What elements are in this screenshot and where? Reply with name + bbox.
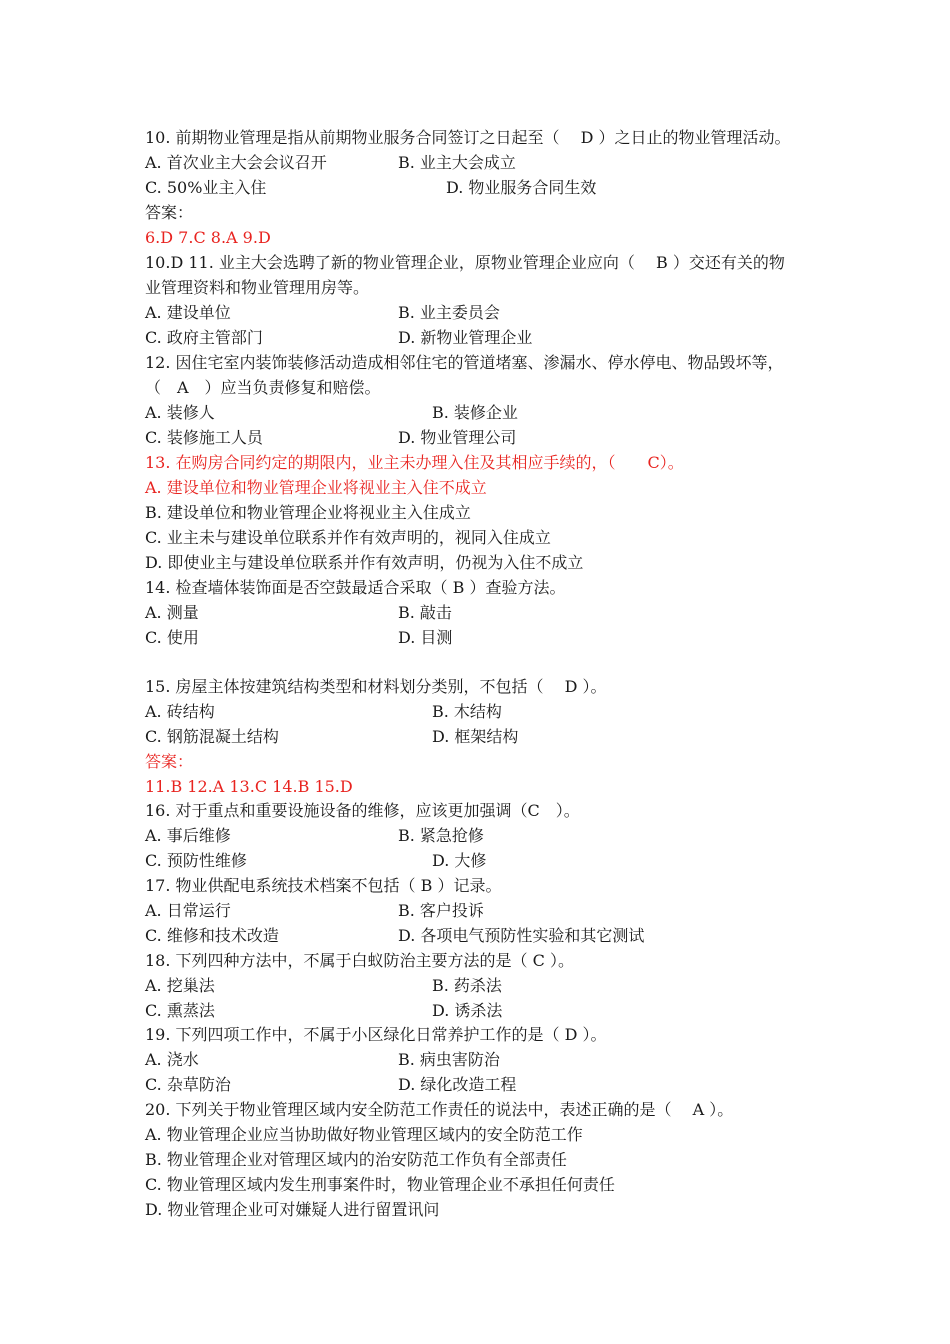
question-19-option-d: D. 绿化改造工程 (398, 1075, 517, 1094)
question-17-stem: 17. 物业供配电系统技术档案不包括（ B ）记录。 (145, 876, 502, 895)
question-16-option-d: D. 大修 (432, 851, 487, 870)
question-10-option-d: D. 物业服务合同生效 (446, 178, 597, 197)
question-18-option-d: D. 诱杀法 (432, 1001, 503, 1020)
question-19-option-b: B. 病虫害防治 (398, 1050, 500, 1069)
question-13-option-d: D. 即使业主与建设单位联系并作有效声明，仍视为入住不成立 (145, 553, 584, 572)
question-16-stem: 16. 对于重点和重要设施设备的维修，应该更加强调（C ）。 (145, 801, 580, 820)
question-17-option-d: D. 各项电气预防性实验和其它测试 (398, 926, 645, 945)
question-20-option-b: B. 物业管理企业对管理区域内的治安防范工作负有全部责任 (145, 1150, 567, 1169)
question-19-option-a: A. 浇水 (145, 1050, 199, 1069)
question-10-stem: 10. 前期物业管理是指从前期物业服务合同签订之日起至（ D ）之日止的物业管理活动。 (145, 128, 791, 147)
question-12-option-b: B. 装修企业 (432, 403, 518, 422)
question-13-option-c: C. 业主未与建设单位联系并作有效声明的，视同入住成立 (145, 528, 551, 547)
question-13-stem: 13. 在购房合同约定的期限内，业主未办理入住及其相应手续的，（ C）。 (145, 453, 684, 472)
question-20-stem: 20. 下列关于物业管理区域内安全防范工作责任的说法中，表述正确的是（ A ）。 (145, 1100, 734, 1119)
question-10-option-c: C. 50%业主入住 (145, 178, 267, 197)
question-19-stem: 19. 下列四项工作中，不属于小区绿化日常养护工作的是（ D ）。 (145, 1025, 607, 1044)
question-12-option-c: C. 装修施工人员 (145, 428, 263, 447)
question-18-option-a: A. 挖巢法 (145, 976, 215, 995)
question-13-option-a: A. 建设单位和物业管理企业将视业主入住不成立 (145, 478, 487, 497)
question-16-option-b: B. 紧急抢修 (398, 826, 484, 845)
question-20-option-a: A. 物业管理企业应当协助做好物业管理区域内的安全防范工作 (145, 1125, 583, 1144)
question-15-option-a: A. 砖结构 (145, 702, 215, 721)
question-12-stem-line1: 12. 因住宅室内装饰装修活动造成相邻住宅的管道堵塞、渗漏水、停水停电、物品毁坏等， (145, 353, 784, 372)
question-15-option-d: D. 框架结构 (432, 727, 519, 746)
question-11-stem-line2: 业管理资料和物业管理用房等。 (145, 278, 370, 297)
question-12-stem-line2: （ A ）应当负责修复和赔偿。 (145, 378, 381, 397)
question-17-option-b: B. 客户投诉 (398, 901, 484, 920)
question-15-stem: 15. 房屋主体按建筑结构类型和材料划分类别，不包括（ D ）。 (145, 677, 607, 696)
question-10-option-b: B. 业主大会成立 (398, 153, 516, 172)
question-11-stem-line1: 10.D 11. 业主大会选聘了新的物业管理企业，原物业管理企业应向（ B ）交还有关的物 (145, 253, 785, 272)
question-11-option-a: A. 建设单位 (145, 303, 231, 322)
question-11-option-d: D. 新物业管理企业 (398, 328, 533, 347)
question-20-option-c: C. 物业管理区域内发生刑事案件时，物业管理企业不承担任何责任 (145, 1175, 615, 1194)
question-18-stem: 18. 下列四种方法中，不属于白蚁防治主要方法的是（ C ）。 (145, 951, 574, 970)
question-18-option-c: C. 熏蒸法 (145, 1001, 215, 1020)
question-10-option-a: A. 首次业主大会会议召开 (145, 153, 327, 172)
answers-text-1: 6.D 7.C 8.A 9.D (145, 228, 271, 247)
question-12-option-d: D. 物业管理公司 (398, 428, 517, 447)
question-20-option-d: D. 物业管理企业可对嫌疑人进行留置讯问 (145, 1200, 440, 1219)
question-15-option-b: B. 木结构 (432, 702, 502, 721)
question-14-option-c: C. 使用 (145, 628, 199, 647)
answers-text-2: 11.B 12.A 13.C 14.B 15.D (145, 777, 353, 796)
question-14-stem: 14. 检查墙体装饰面是否空鼓最适合采取（ B ）查验方法。 (145, 578, 566, 597)
question-17-option-c: C. 维修和技术改造 (145, 926, 279, 945)
question-14-option-b: B. 敲击 (398, 603, 452, 622)
question-11-option-c: C. 政府主管部门 (145, 328, 263, 347)
answers-label-1: 答案： (145, 203, 194, 222)
question-16-option-c: C. 预防性维修 (145, 851, 247, 870)
question-12-option-a: A. 装修人 (145, 403, 215, 422)
question-16-option-a: A. 事后维修 (145, 826, 231, 845)
question-15-option-c: C. 钢筋混凝土结构 (145, 727, 279, 746)
question-14-option-d: D. 目测 (398, 628, 453, 647)
question-17-option-a: A. 日常运行 (145, 901, 231, 920)
question-14-option-a: A. 测量 (145, 603, 199, 622)
question-13-option-b: B. 建设单位和物业管理企业将视业主入住成立 (145, 503, 471, 522)
question-19-option-c: C. 杂草防治 (145, 1075, 231, 1094)
question-18-option-b: B. 药杀法 (432, 976, 502, 995)
answers-label-2: 答案： (145, 752, 194, 771)
question-11-option-b: B. 业主委员会 (398, 303, 500, 322)
